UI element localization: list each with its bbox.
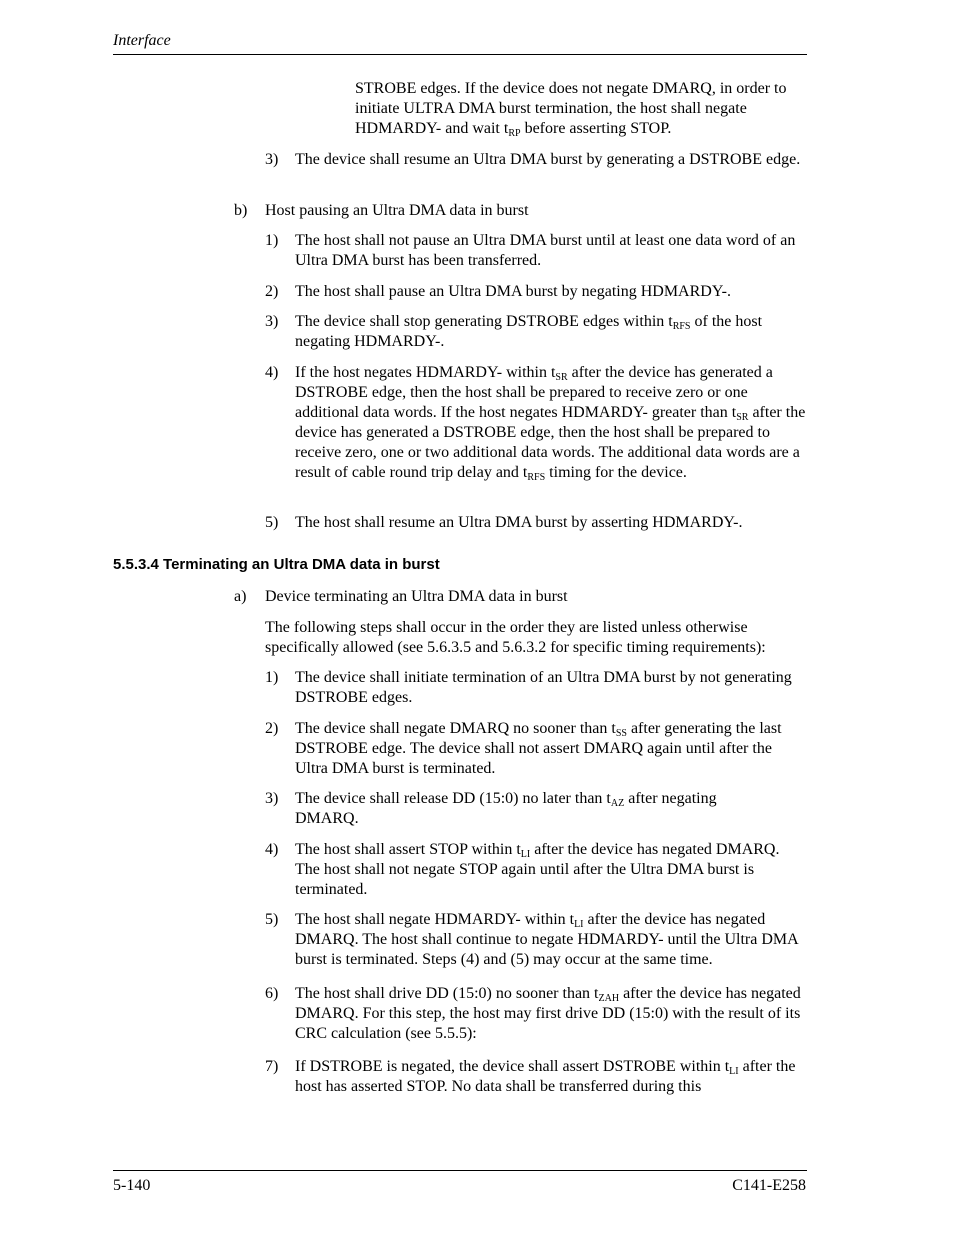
list-item-text: The device shall release DD (15:0) no later than $t_{AZ}$ after negating DMARQ. — [295, 790, 717, 827]
list-number: 3) — [265, 790, 279, 807]
list-item-text: The device shall negate DMARQ no sooner than $t_{SS}$ after generating the last DSTROBE edge. The device shall not assert DMARQ again until after the Ultra DMA burst is terminated. — [295, 720, 782, 777]
list-item-text: The device shall resume an Ultra DMA burst by generating a DSTROBE edge. — [295, 151, 801, 168]
footer-rule — [113, 1170, 807, 1171]
sublist-title-a: Device terminating an Ultra DMA data in burst — [265, 588, 568, 605]
list-number: 3) — [265, 313, 279, 330]
list-number: 6) — [265, 985, 279, 1002]
document-id: C141-E258 — [732, 1177, 806, 1194]
list-item-text: The device shall initiate termination of an Ultra DMA burst by not generating DSTROBE edges. — [295, 669, 792, 706]
sublist-label-b: b) — [234, 202, 248, 219]
list-number: 5) — [265, 911, 279, 928]
list-number: 2) — [265, 283, 279, 300]
list-item-text: If the host negates HDMARDY- within $t_{SR}$ after the device has generated a DSTROBE edge, then the host shall be prepared to receive zero or one additional data words. If the host negates HDMARDY- greater than $t_{SR}$ after the device has generated a DSTROBE edge, then the host shall be prepared to receive zero, one or two additional data words. The additional data words are a result of cable round trip delay and $t_{RFS}$ timing for the device. — [295, 364, 806, 483]
continuation-paragraph: STROBE edges. If the device does not negate DMARQ, in order to initiate ULTRA DMA burst termination, the host shall negate HDMARDY- and wait $t_{RP}$ before asserting STOP. — [355, 80, 787, 139]
list-number: 5) — [265, 514, 279, 531]
sublist-title-b: Host pausing an Ultra DMA data in burst — [265, 202, 529, 219]
list-item-text: The host shall not pause an Ultra DMA burst until at least one data word of an Ultra DMA burst has been transferred. — [295, 232, 796, 269]
list-item-text: The host shall assert STOP within $t_{LI}$ after the device has negated DMARQ. The host shall not negate STOP again until after the Ultra DMA burst is terminated. — [295, 841, 780, 898]
list-number: 7) — [265, 1058, 279, 1075]
list-item-text: The host shall negate HDMARDY- within $t_{LI}$ after the device has negated DMARQ. The host shall continue to negate HDMARDY- until the Ultra DMA burst is terminated. Steps (4) and (5) may occur at the same time. — [295, 911, 798, 968]
list-item-text: The host shall pause an Ultra DMA burst by negating HDMARDY-. — [295, 283, 731, 300]
page-number: 5-140 — [113, 1177, 151, 1194]
running-header: Interface — [113, 32, 171, 49]
list-item-text: If DSTROBE is negated, the device shall assert DSTROBE within $t_{LI}$ after the host has asserted STOP. No data shall be transferred during this — [295, 1058, 796, 1095]
section-heading: 5.5.3.4 Terminating an Ultra DMA data in burst — [113, 556, 440, 573]
list-number: 4) — [265, 841, 279, 858]
list-number: 4) — [265, 364, 279, 381]
sublist-label-a: a) — [234, 588, 247, 605]
list-item-text: The host shall resume an Ultra DMA burst by asserting HDMARDY-. — [295, 514, 743, 531]
list-number: 3) — [265, 151, 279, 168]
list-item-text: The host shall drive DD (15:0) no sooner than $t_{ZAH}$ after the device has negated DMARQ. For this step, the host may first drive DD (15:0) with the result of its CRC calculation (see 5.5.5): — [295, 985, 801, 1042]
header-rule — [113, 54, 807, 55]
intro-paragraph: The following steps shall occur in the order they are listed unless otherwise specifically allowed (see 5.6.3.5 and 5.6.3.2 for specific timing requirements): — [265, 619, 766, 656]
list-number: 1) — [265, 669, 279, 686]
list-number: 1) — [265, 232, 279, 249]
list-item-text: The device shall stop generating DSTROBE edges within $t_{RFS}$ of the host negating HDMARDY-. — [295, 313, 763, 350]
list-number: 2) — [265, 720, 279, 737]
